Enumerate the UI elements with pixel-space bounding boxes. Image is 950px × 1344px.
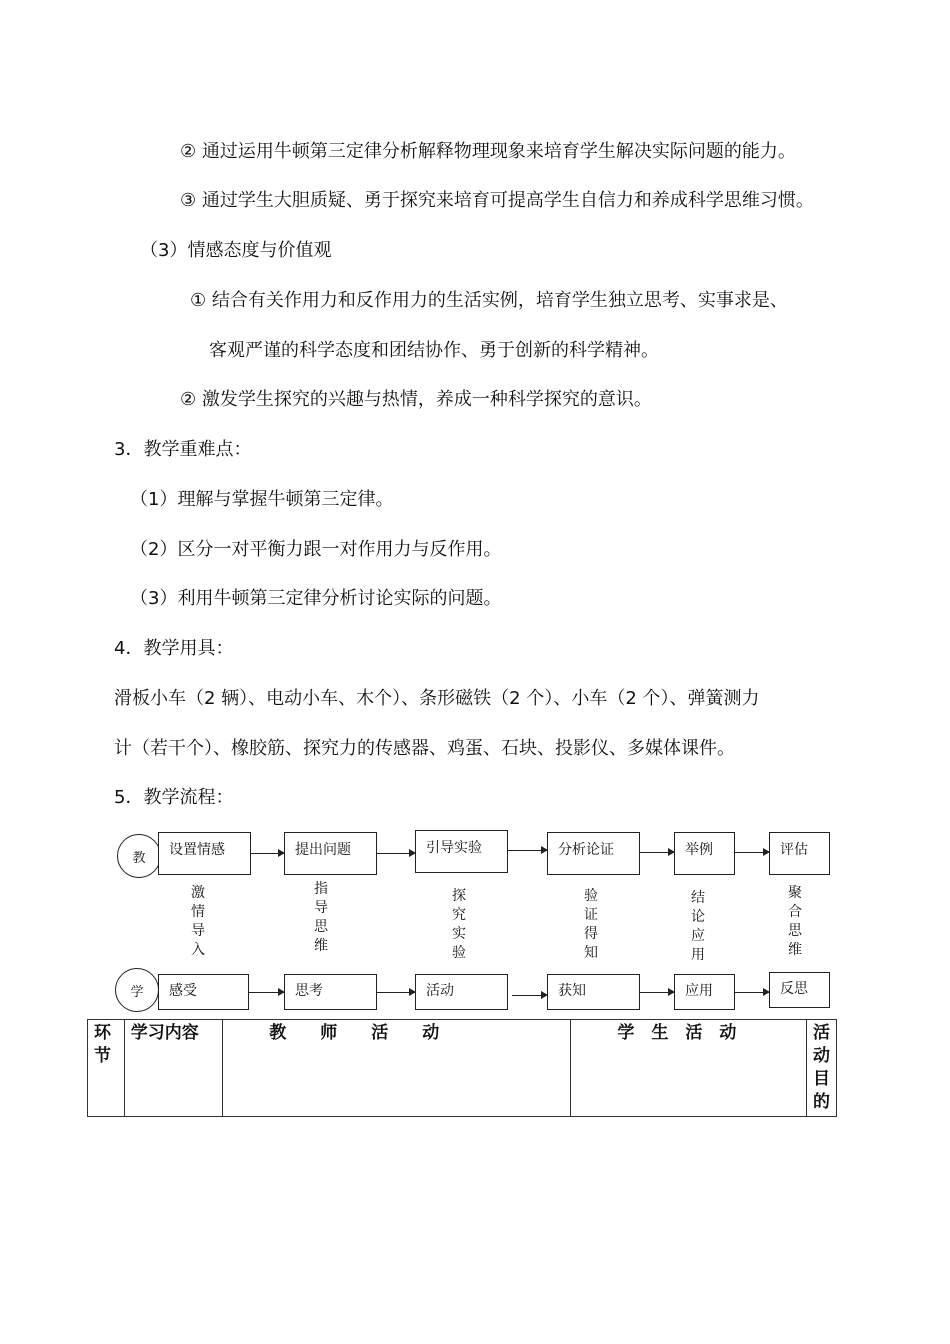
header-cell-stage: 环节 (88, 1020, 125, 1117)
teacher-step-box: 分析论证 (547, 832, 640, 875)
flow-arrow (735, 992, 769, 993)
flow-middle-label: 聚合思维 (788, 885, 802, 958)
flow-arrow (508, 850, 547, 851)
flow-arrow (735, 852, 769, 853)
student-step-box: 应用 (674, 974, 735, 1010)
flow-arrow (512, 995, 547, 996)
teacher-step-box: 评估 (769, 832, 830, 875)
section-heading: （3）情感态度与价值观 (140, 240, 332, 261)
teacher-step-box: 设置情感 (158, 832, 251, 875)
flow-arrow (377, 853, 415, 854)
lesson-plan-table (87, 1019, 837, 1117)
flow-arrow (377, 992, 415, 993)
teacher-node: 教 (117, 834, 161, 878)
student-step-box: 感受 (158, 974, 249, 1010)
text-line: （1）理解与掌握牛顿第三定律。 (130, 489, 394, 510)
flow-arrow (249, 992, 284, 993)
section-heading: 5．教学流程： (114, 787, 234, 808)
flow-arrow (640, 992, 674, 993)
student-step-box: 反思 (769, 972, 830, 1008)
teacher-step-box: 引导实验 (415, 830, 508, 873)
flow-middle-label: 结论应用 (691, 890, 705, 963)
header-cell-student: 学 生 活 动 (571, 1020, 807, 1117)
text-line: 计（若干个）、橡胶筋、探究力的传感器、鸡蛋、石块、投影仪、多媒体课件。 (114, 738, 735, 759)
text-line: 客观严谨的科学态度和团结协作、勇于创新的科学精神。 (209, 340, 659, 361)
text-line: ① 结合有关作用力和反作用力的生活实例，培育学生独立思考、实事求是、 (190, 290, 788, 311)
teacher-step-box: 提出问题 (284, 832, 377, 875)
text-line: ② 通过运用牛顿第三定律分析解释物理现象来培育学生解决实际问题的能力。 (180, 141, 796, 162)
header-cell-teacher: 教 师 活 动 (223, 1020, 571, 1117)
flow-arrow (251, 853, 284, 854)
section-heading: 4．教学用具： (114, 638, 234, 659)
text-line: （2）区分一对平衡力跟一对作用力与反作用。 (130, 539, 502, 560)
flow-arrow (640, 852, 674, 853)
flow-middle-label: 激情导入 (191, 885, 205, 958)
student-step-box: 活动 (415, 974, 508, 1010)
text-line: ③ 通过学生大胆质疑、勇于探究来培育可提高学生自信力和养成科学思维习惯。 (180, 190, 814, 211)
flow-middle-label: 指导思维 (314, 881, 328, 954)
teacher-step-box: 举例 (674, 832, 735, 875)
flow-middle-label: 验证得知 (584, 888, 598, 961)
student-step-box: 思考 (284, 974, 377, 1010)
section-heading: 3．教学重难点： (114, 439, 252, 460)
text-line: （3）利用牛顿第三定律分析讨论实际的问题。 (130, 588, 502, 609)
text-line: ② 激发学生探究的兴趣与热情，养成一种科学探究的意识。 (180, 389, 652, 410)
flow-middle-label: 探究实验 (452, 888, 466, 961)
header-cell-purpose: 活动目的 (807, 1020, 837, 1117)
student-step-box: 获知 (547, 974, 640, 1010)
header-cell-content: 学习内容 (124, 1020, 223, 1117)
table-header-row (88, 1020, 837, 1117)
student-node: 学 (115, 968, 159, 1012)
text-line: 滑板小车（2 辆）、电动小车、木个）、条形磁铁（2 个）、小车（2 个）、弹簧测力 (114, 688, 760, 709)
